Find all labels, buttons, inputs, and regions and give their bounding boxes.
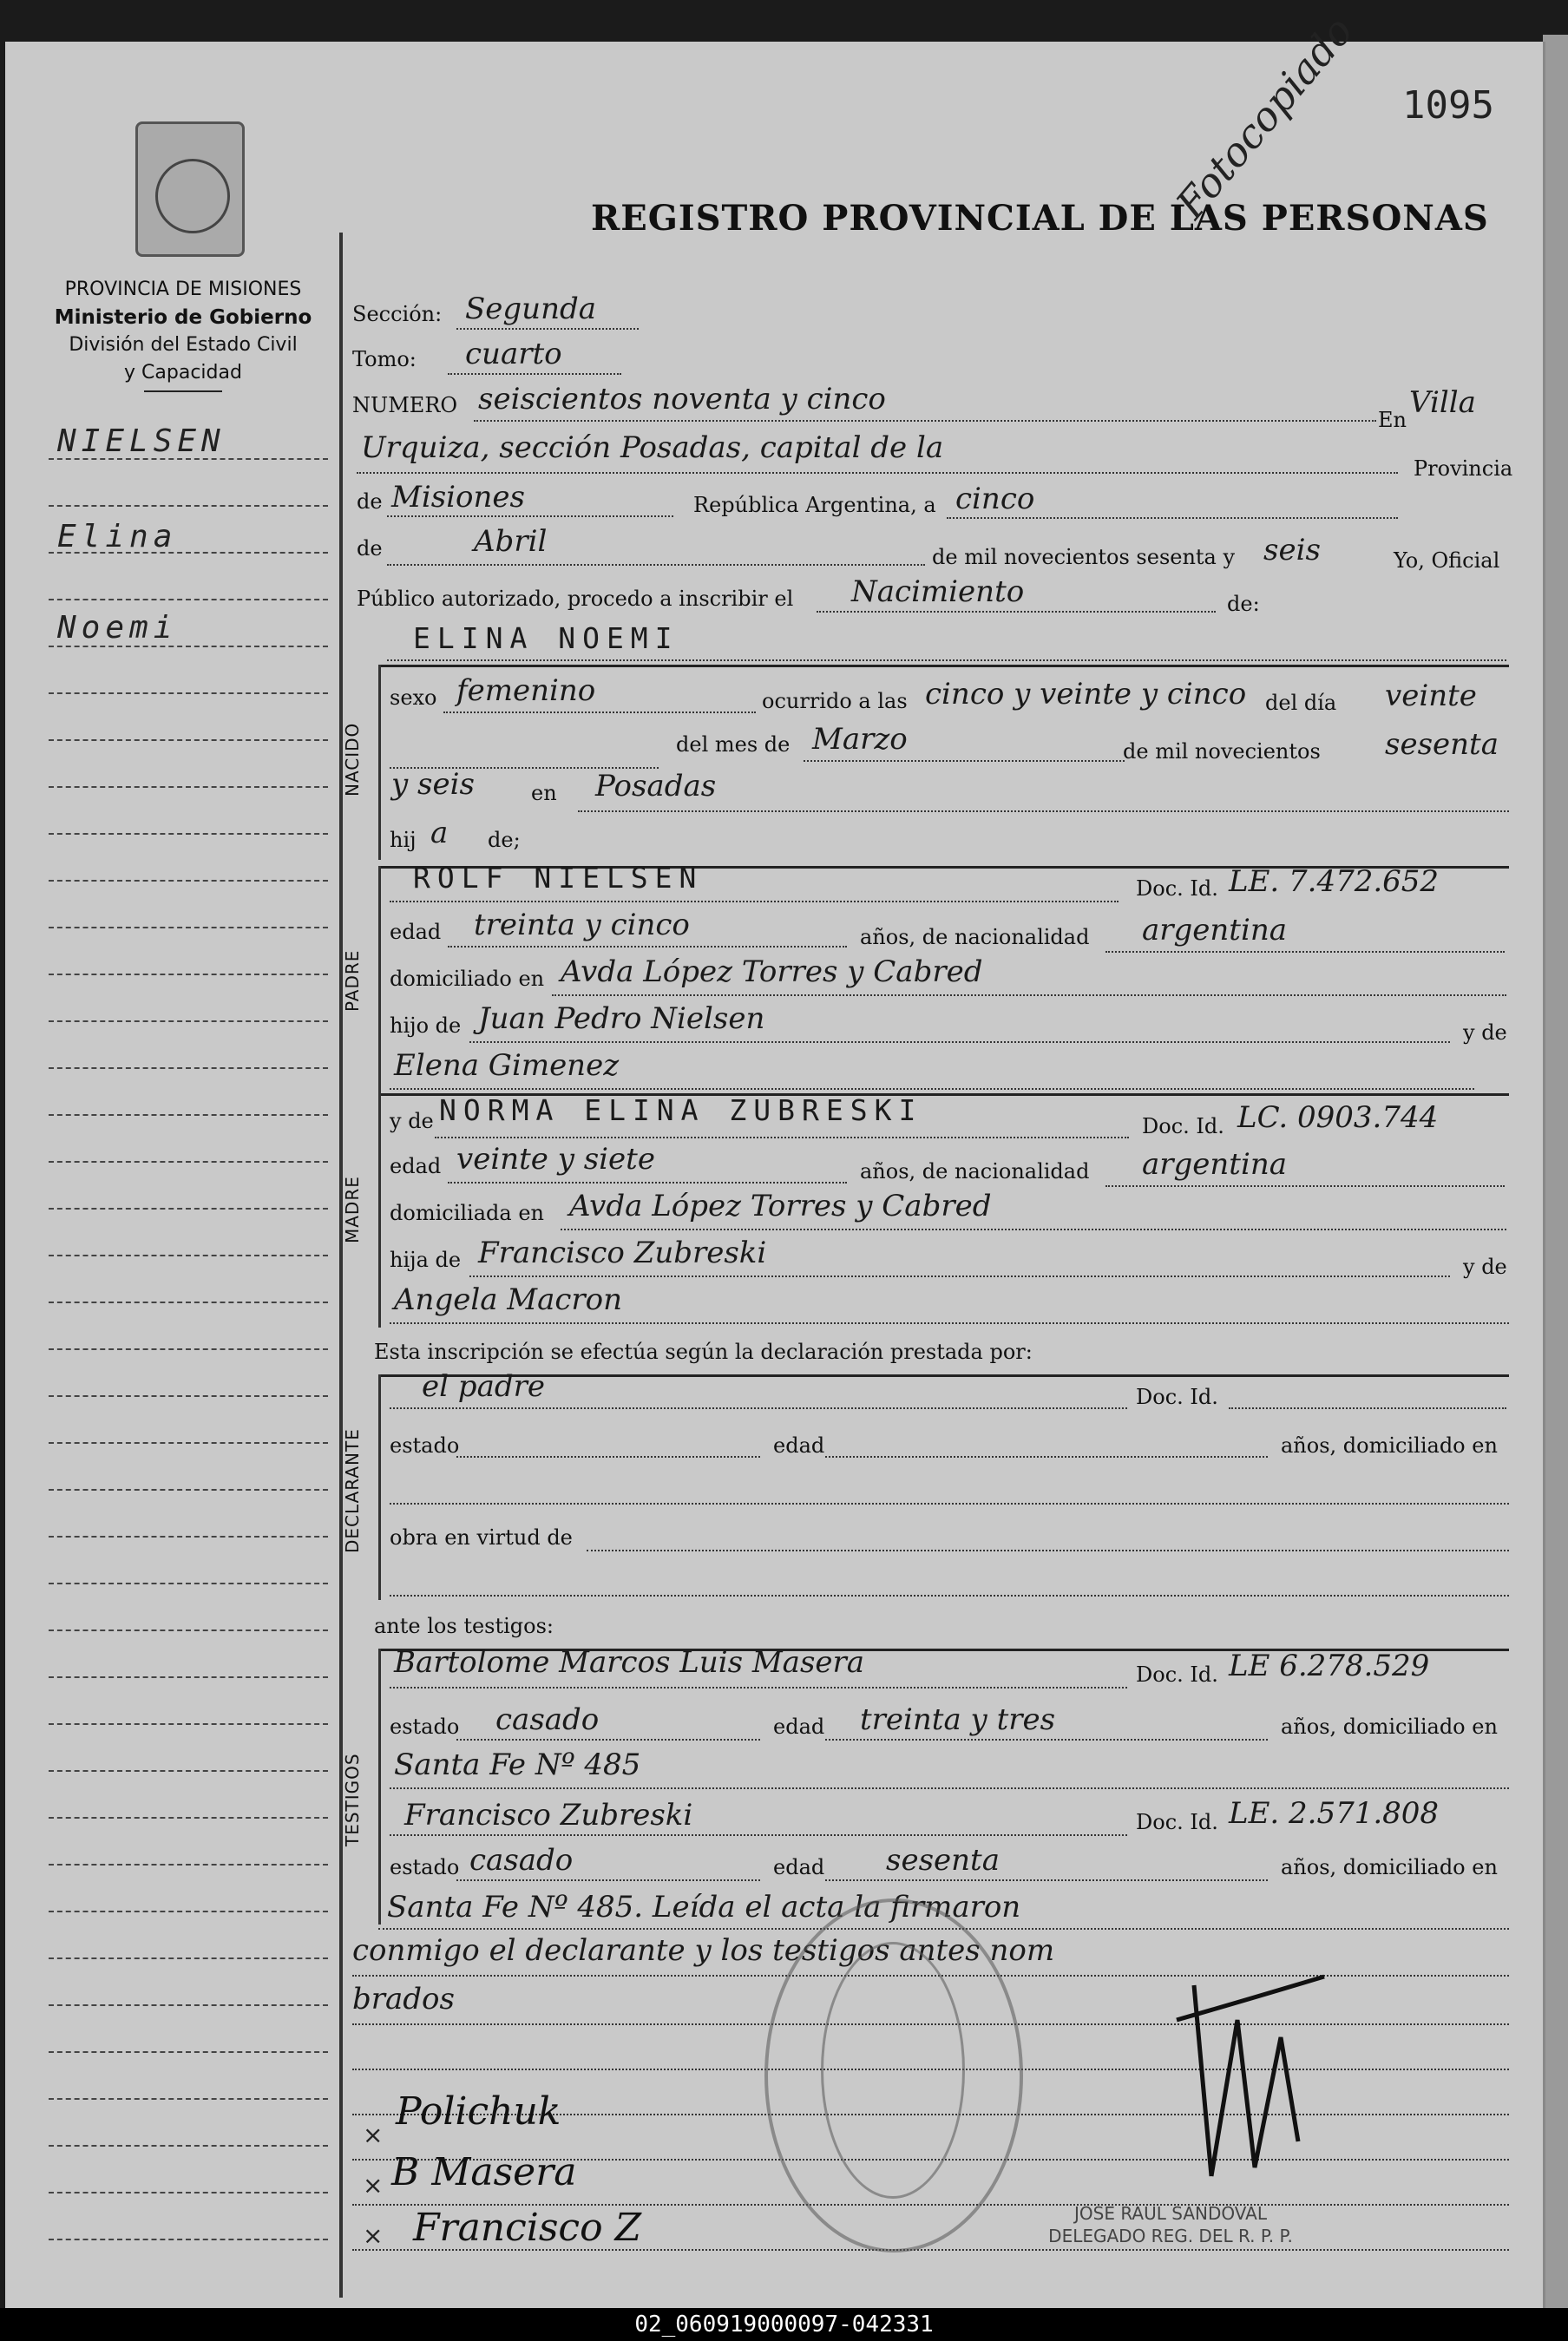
- sidebar-line: [49, 2098, 328, 2100]
- testigos-intro: ante los testigos:: [374, 1614, 554, 1638]
- ministry-line: Ministerio de Gobierno: [54, 306, 312, 329]
- issuing-authority: [31, 276, 335, 392]
- sidebar-line: [49, 2051, 328, 2053]
- mes-value-nac: Marzo: [812, 722, 908, 757]
- t2-nombre-line: [390, 1834, 1127, 1836]
- capacity-line: y Capacidad: [124, 362, 242, 384]
- sidebar-line: [49, 1067, 328, 1069]
- seccion-label: Sección:: [352, 302, 443, 326]
- place-line: [357, 472, 1398, 474]
- sexo-value: femenino: [456, 673, 596, 708]
- declarante-doc-line: [1229, 1407, 1506, 1409]
- madre-yde2-label: y de: [1463, 1255, 1507, 1279]
- declarante-obra-line: [587, 1550, 1509, 1551]
- declarante-line3: [390, 1503, 1509, 1505]
- sexo-line: [443, 711, 756, 713]
- testigos-bar: [378, 1649, 381, 1925]
- sidebar-line: [49, 833, 328, 835]
- padre-text: PADRE: [342, 949, 363, 1012]
- sidebar-line: [49, 692, 328, 694]
- numero-label: NUMERO: [352, 393, 458, 417]
- sidebar-line: [49, 1161, 328, 1163]
- x-mark-1: ×: [363, 2121, 384, 2149]
- declarante-text: DECLARANTE: [342, 1428, 363, 1553]
- padre-edad-line: [448, 946, 847, 948]
- padre-madre-line: [390, 1088, 1474, 1090]
- sidebar-line: [49, 1676, 328, 1678]
- padre-dom-line: [552, 994, 1506, 996]
- sidebar-line: [49, 1817, 328, 1819]
- de3-label: de:: [1227, 592, 1260, 616]
- madre-dom-label: domiciliada en: [390, 1201, 544, 1225]
- mes-line-nac: [804, 760, 1125, 762]
- lugar-line: [578, 810, 1509, 812]
- madre-bar: [378, 1093, 381, 1328]
- declarante-estado-line: [456, 1456, 760, 1458]
- madre-edad-label: edad: [390, 1154, 442, 1178]
- madre-hija-value: Francisco Zubreski: [478, 1236, 767, 1270]
- sidebar-line: [49, 2145, 328, 2147]
- sidebar-line: [49, 1630, 328, 1631]
- madre-nac-value: argentina: [1142, 1147, 1288, 1182]
- file-id: 02_060919000097-042331: [634, 2311, 934, 2338]
- sidebar-line: [49, 880, 328, 882]
- t2-estado-line: [456, 1879, 760, 1881]
- signature-3: Francisco Z: [413, 2206, 642, 2250]
- nacido-text: NACIDO: [342, 722, 363, 797]
- numero-value: seiscientos noventa y cinco: [478, 382, 886, 416]
- en-value: Villa: [1409, 385, 1476, 420]
- t2-edad-line: [825, 1879, 1268, 1881]
- declarante-top-rule: [378, 1374, 1509, 1377]
- madre-doc-value: LC. 0903.744: [1237, 1100, 1439, 1135]
- mes-line: [387, 564, 925, 566]
- t2-dom-label: años, domiciliado en: [1281, 1855, 1498, 1879]
- madre-hija-label: hija de: [390, 1248, 462, 1272]
- sidebar-line: [49, 552, 328, 554]
- padre-madre-value: Elena Gimenez: [394, 1048, 620, 1083]
- provincia-label: Provincia: [1414, 456, 1513, 481]
- seal-emblem: [155, 159, 230, 233]
- dia-value: cinco: [955, 482, 1035, 516]
- padre-hijo-value: Juan Pedro Nielsen: [478, 1001, 765, 1036]
- sidebar-line: [49, 1255, 328, 1256]
- declarante-dom-label: años, domiciliado en: [1281, 1433, 1498, 1458]
- dia-value-nac: veinte: [1385, 679, 1477, 713]
- de-label-nac: de;: [488, 828, 521, 852]
- signature-2: B Masera: [391, 2150, 577, 2194]
- sidebar-line: [49, 1583, 328, 1584]
- sidebar-line: [49, 1489, 328, 1491]
- madre-yde-label: y de: [390, 1109, 434, 1133]
- province-line: PROVINCIA DE MISIONES: [64, 279, 302, 300]
- t1-dom-label: años, domiciliado en: [1281, 1715, 1498, 1739]
- document-title: REGISTRO PROVINCIAL DE LAS PERSONAS: [591, 198, 1489, 239]
- x-mark-3: ×: [363, 2221, 384, 2250]
- madre-edad-line: [448, 1182, 847, 1184]
- left-column: [5, 42, 335, 2308]
- t2-estado-label: estado: [390, 1855, 460, 1879]
- margin-annotation: Fotocopiado: [1166, 7, 1362, 227]
- anio-value-nac: sesenta: [1385, 727, 1499, 762]
- del-mes-label: del mes de: [676, 732, 791, 757]
- officer-title: DELEGADO REG. DEL R. P. P.: [1048, 2226, 1293, 2246]
- sidebar-line: [49, 1114, 328, 1116]
- page-number: 1095: [1402, 83, 1494, 128]
- en-label: En: [1378, 408, 1407, 432]
- sidebar-name2: Noemi: [57, 610, 178, 646]
- sidebar-line: [49, 1723, 328, 1725]
- en-label-nac: en: [531, 781, 557, 805]
- t1-nombre: Bartolome Marcos Luis Masera: [394, 1645, 865, 1680]
- hij-value: a: [430, 816, 449, 850]
- republica-label: República Argentina, a: [693, 493, 936, 517]
- tomo-label: Tomo:: [352, 347, 417, 371]
- declarante-obra-label: obra en virtud de: [390, 1525, 573, 1550]
- t2-edad-value: sesenta: [886, 1843, 1000, 1878]
- acto-value: Nacimiento: [851, 574, 1025, 609]
- padre-nac-line: [1105, 951, 1505, 953]
- inscripto-line: [387, 659, 1506, 661]
- de2-label: de: [357, 536, 383, 561]
- declarante-intro: Esta inscripción se efectúa según la declaración prestada por:: [374, 1340, 1033, 1364]
- del-dia-label: del día: [1265, 691, 1337, 715]
- sidebar-line: [49, 1536, 328, 1538]
- sidebar-line: [49, 1911, 328, 1912]
- anio-value: seis: [1263, 533, 1321, 567]
- declarante-nombre-line: [390, 1407, 1127, 1409]
- closing-line2: brados: [352, 1982, 455, 2016]
- division-line: División del Estado Civil: [69, 334, 298, 356]
- t2-doc-value: LE. 2.571.808: [1229, 1796, 1440, 1831]
- declarante-edad-label: edad: [773, 1433, 825, 1458]
- prov-line: [387, 515, 673, 517]
- declarante-edad-line: [825, 1456, 1268, 1458]
- column-divider: [339, 233, 343, 2298]
- hij-label: hij: [390, 828, 417, 852]
- sidebar-line: [49, 1770, 328, 1772]
- sidebar-line: [49, 1302, 328, 1303]
- signature-1: Polichuk: [396, 2089, 561, 2134]
- t1-nombre-line: [390, 1687, 1127, 1689]
- t1-estado-line: [456, 1739, 760, 1741]
- sidebar-line: [49, 2239, 328, 2240]
- padre-hijo-label: hijo de: [390, 1013, 462, 1038]
- declarante-doc-label: Doc. Id.: [1136, 1385, 1218, 1409]
- declarante-estado-label: estado: [390, 1433, 460, 1458]
- declarante-line5: [390, 1595, 1509, 1597]
- sidebar-line: [49, 1208, 328, 1210]
- sidebar-line: [49, 1442, 328, 1444]
- declarante-nombre: el padre: [422, 1369, 545, 1404]
- padre-doc-value: LE. 7.472.652: [1229, 864, 1440, 899]
- madre-madre-line: [390, 1322, 1509, 1324]
- seccion-line: [456, 328, 639, 330]
- sidebar-line: [49, 599, 328, 600]
- anio2-value-nac: y seis: [391, 767, 475, 802]
- mil-label: de mil novecientos: [1123, 739, 1321, 764]
- madre-anios-label: años, de nacionalidad: [860, 1159, 1090, 1184]
- t1-estado-label: estado: [390, 1715, 460, 1739]
- sidebar-name1: Elina: [57, 519, 178, 554]
- nacido-top-rule: [378, 665, 1509, 667]
- officer-stamp: [1027, 2202, 1314, 2247]
- mes-value: Abril: [474, 524, 548, 559]
- hora-value: cinco y veinte y cinco: [925, 677, 1247, 711]
- x-mark-2: ×: [363, 2171, 384, 2200]
- madre-nombre: NORMA ELINA ZUBRESKI: [439, 1093, 923, 1127]
- inscripto-name: ELINA NOEMI: [413, 621, 679, 655]
- seccion-value: Segunda: [465, 292, 597, 326]
- declarante-bar: [378, 1374, 381, 1600]
- sidebar-line: [49, 505, 328, 507]
- closing-line1: conmigo el declarante y los testigos antes nom: [352, 1933, 1055, 1968]
- madre-hija-line: [469, 1275, 1450, 1277]
- padre-yde-label: y de: [1463, 1020, 1507, 1045]
- page-edge-shadow: [1543, 35, 1568, 2308]
- oficial-label: Yo, Oficial: [1394, 548, 1500, 573]
- nacido-bar: [378, 665, 381, 860]
- sidebar-line: [49, 1864, 328, 1866]
- place-value: Urquiza, sección Posadas, capital de la: [361, 430, 944, 465]
- officer-signature: [1159, 1968, 1333, 2185]
- publico-label: Público autorizado, procedo a inscribir el: [357, 587, 794, 611]
- tomo-line: [448, 373, 621, 375]
- padre-hijo-line: [469, 1041, 1450, 1043]
- t2-doc-label: Doc. Id.: [1136, 1810, 1218, 1834]
- padre-edad-label: edad: [390, 920, 442, 944]
- t1-edad-label: edad: [773, 1715, 825, 1739]
- numero-line: [474, 420, 1376, 422]
- madre-dom-line: [561, 1229, 1506, 1230]
- sidebar-line: [49, 1395, 328, 1397]
- t2-dom-value: Santa Fe Nº 485. Leída el acta la firmaron: [387, 1890, 1021, 1925]
- sidebar-line: [49, 1020, 328, 1022]
- padre-nombre: ROLF NIELSEN: [413, 861, 704, 895]
- prov-value: Misiones: [391, 480, 525, 515]
- t1-doc-value: LE 6.278.529: [1229, 1649, 1430, 1683]
- sidebar-line: [49, 927, 328, 928]
- document-sheet: [5, 7, 1545, 2308]
- sidebar-line: [49, 739, 328, 741]
- madre-madre-value: Angela Macron: [394, 1282, 623, 1317]
- madre-dom-value: Avda López Torres y Cabred: [569, 1189, 992, 1223]
- t1-edad-value: treinta y tres: [860, 1702, 1056, 1737]
- testigos-text: TESTIGOS: [342, 1753, 363, 1846]
- t2-estado-value: casado: [469, 1843, 574, 1878]
- padre-nombre-line: [390, 901, 1119, 902]
- t1-doc-label: Doc. Id.: [1136, 1662, 1218, 1687]
- file-id-bar: [0, 2308, 1568, 2341]
- sidebar-line: [49, 1348, 328, 1350]
- ocurrido-label: ocurrido a las: [762, 689, 908, 713]
- t2-edad-label: edad: [773, 1855, 825, 1879]
- header-rule: [144, 390, 222, 392]
- padre-nac-value: argentina: [1142, 913, 1288, 948]
- sidebar-line: [49, 786, 328, 788]
- official-stamp-inner: [821, 1942, 965, 2199]
- sidebar-surname: NIELSEN: [57, 423, 226, 459]
- t1-dom-line: [390, 1787, 1509, 1789]
- madre-edad-value: veinte y siete: [456, 1142, 655, 1177]
- t1-estado-value: casado: [495, 1702, 600, 1737]
- dia-line: [947, 517, 1398, 519]
- madre-nac-line: [1105, 1185, 1505, 1187]
- de-label: de: [357, 489, 383, 514]
- sidebar-line: [49, 646, 328, 647]
- officer-name: JOSE RAUL SANDOVAL: [1074, 2203, 1267, 2224]
- padre-bar: [378, 866, 381, 1093]
- sidebar-line: [49, 458, 328, 460]
- padre-doc-label: Doc. Id.: [1136, 876, 1218, 901]
- lugar-value: Posadas: [595, 769, 717, 803]
- padre-edad-value: treinta y cinco: [474, 908, 690, 942]
- madre-nombre-line: [435, 1137, 1129, 1138]
- madre-text: MADRE: [342, 1176, 363, 1243]
- sidebar-line: [49, 2192, 328, 2193]
- sidebar-line: [49, 974, 328, 975]
- tomo-value: cuarto: [465, 337, 562, 371]
- t1-dom-value: Santa Fe Nº 485: [394, 1748, 641, 1782]
- padre-dom-value: Avda López Torres y Cabred: [561, 954, 983, 989]
- anio-label: de mil novecientos sesenta y: [932, 545, 1236, 569]
- sidebar-line: [49, 1957, 328, 1959]
- acto-line: [817, 611, 1216, 613]
- sexo-label: sexo: [390, 685, 437, 710]
- sidebar-line: [49, 2004, 328, 2006]
- padre-anios-label: años, de nacionalidad: [860, 925, 1090, 949]
- madre-doc-label: Doc. Id.: [1142, 1114, 1224, 1138]
- t2-nombre: Francisco Zubreski: [404, 1798, 693, 1833]
- provincial-seal: [135, 121, 245, 257]
- t1-edad-line: [825, 1739, 1268, 1741]
- padre-dom-label: domiciliado en: [390, 967, 545, 991]
